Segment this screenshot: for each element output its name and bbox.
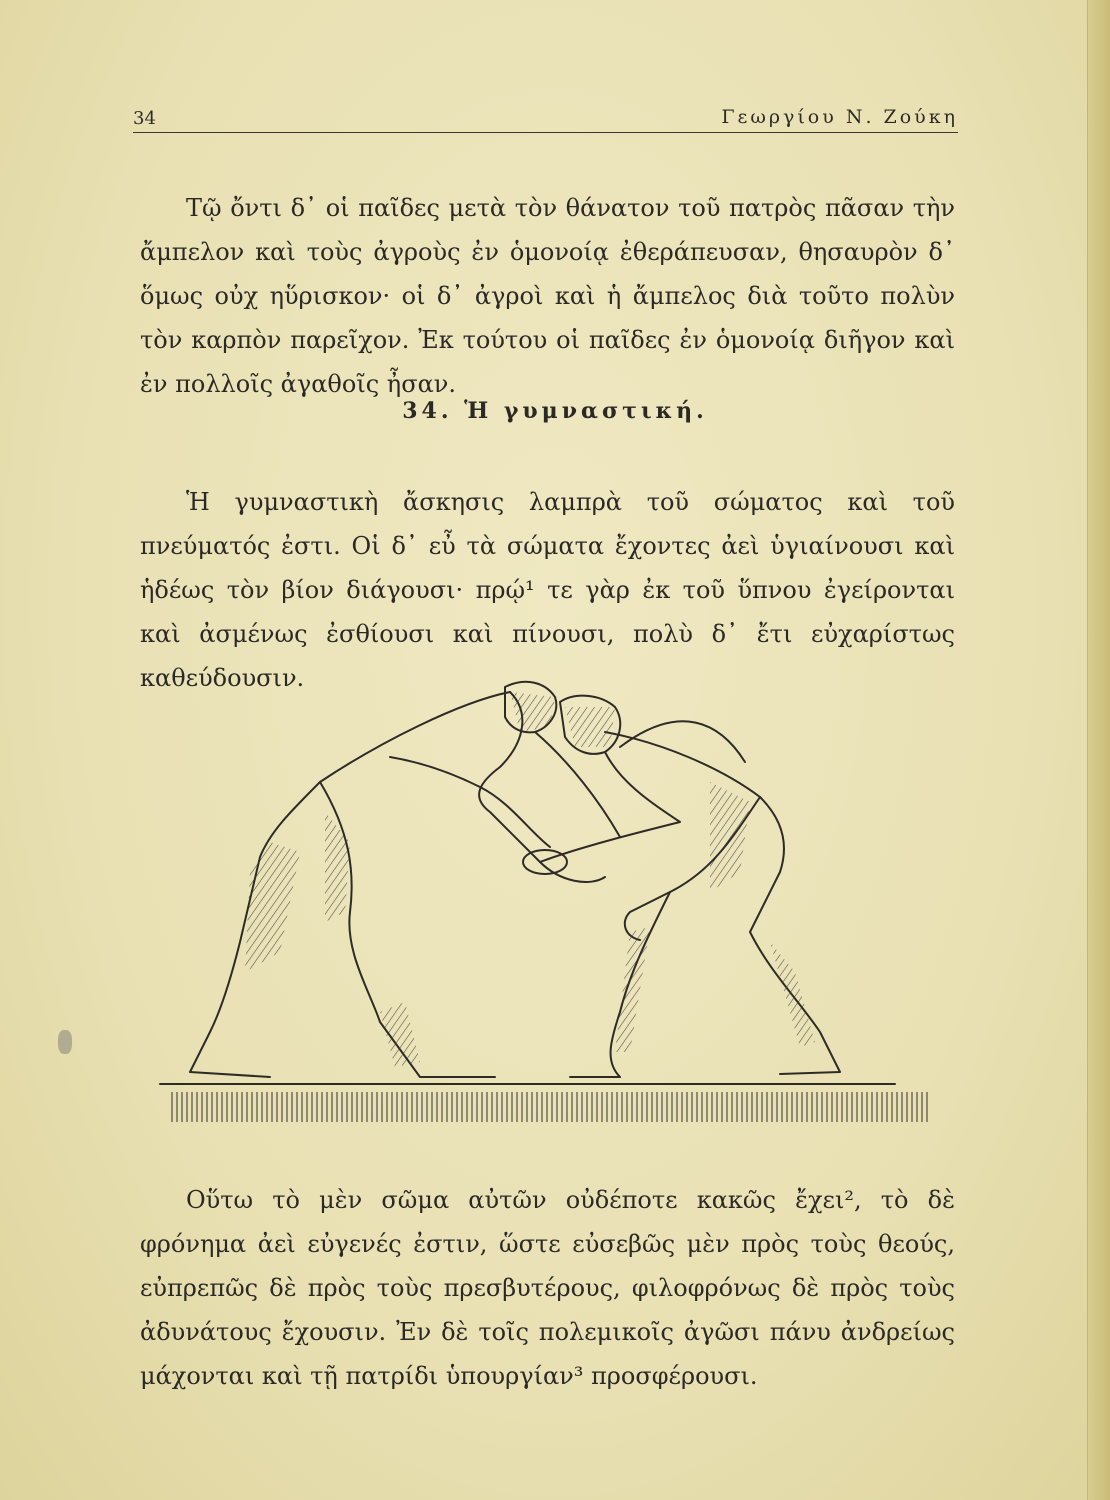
section-heading: 34. Ἡ γυμναστική.	[402, 398, 708, 424]
wrestlers-illustration	[150, 672, 950, 1132]
paragraph-2: Ἡ γυμναστικὴ ἄσκησις λαμπρὰ τοῦ σώματος καὶ τοῦ πνεύματός ἐστι. Οἱ δ᾿ εὖ τὰ σώματα ἔχοντες ἀεὶ ὑγιαίνουσι καὶ ἡδέως τὸν βίον διάγουσι· πρῴ¹ τε γὰρ ἐκ τοῦ ὕπνου ἐγείρονται καὶ ἀσμένως ἐσθίουσι καὶ πίνουσι, πολὺ δ᾿ ἔτι εὐχαρίστως καθεύδουσιν.	[140, 488, 955, 692]
page-number: 34	[133, 108, 156, 129]
page-header	[133, 100, 958, 134]
paragraph-1: Τῷ ὄντι δ᾿ οἱ παῖδες μετὰ τὸν θάνατον τοῦ πατρὸς πᾶσαν τὴν ἄμπελον καὶ τοὺς ἀγροὺς ἐν ὁμονοίᾳ ἐθεράπευσαν, θησαυρὸν δ᾿ ὅμως οὐχ ηὕρισκον· οἱ δ᾿ ἀγροὶ καὶ ἡ ἄμπελος διὰ τοῦτο πολὺν τὸν καρπὸν παρεῖχον. Ἐκ τούτου οἱ παῖδες ἐν ὁμονοίᾳ διῆγον καὶ ἐν πολλοῖς ἀγαθοῖς ἦσαν.	[140, 194, 955, 398]
ink-smudge	[58, 1030, 72, 1054]
header-rule	[133, 132, 958, 133]
running-head: Γεωργίου Ν. Ζούκη	[721, 106, 958, 128]
paragraph-3: Οὕτω τὸ μὲν σῶμα αὐτῶν οὐδέποτε κακῶς ἔχει², τὸ δὲ φρόνημα ἀεὶ εὐγενές ἐστιν, ὥστε εὐσεβῶς μὲν πρὸς τοὺς θεούς, εὐπρεπῶς δὲ πρὸς τοὺς πρεσβυτέρους, φιλοφρόνως δὲ πρὸς τοὺς ἀδυνάτους ἔχουσιν. Ἐν δὲ τοῖς πολεμικοῖς ἀγῶσι πάνυ ἀνδρείως μάχονται καὶ τῇ πατρίδι ὑπουργίαν³ προσφέρουσι.	[140, 1186, 955, 1390]
page-edge	[1087, 0, 1110, 1500]
